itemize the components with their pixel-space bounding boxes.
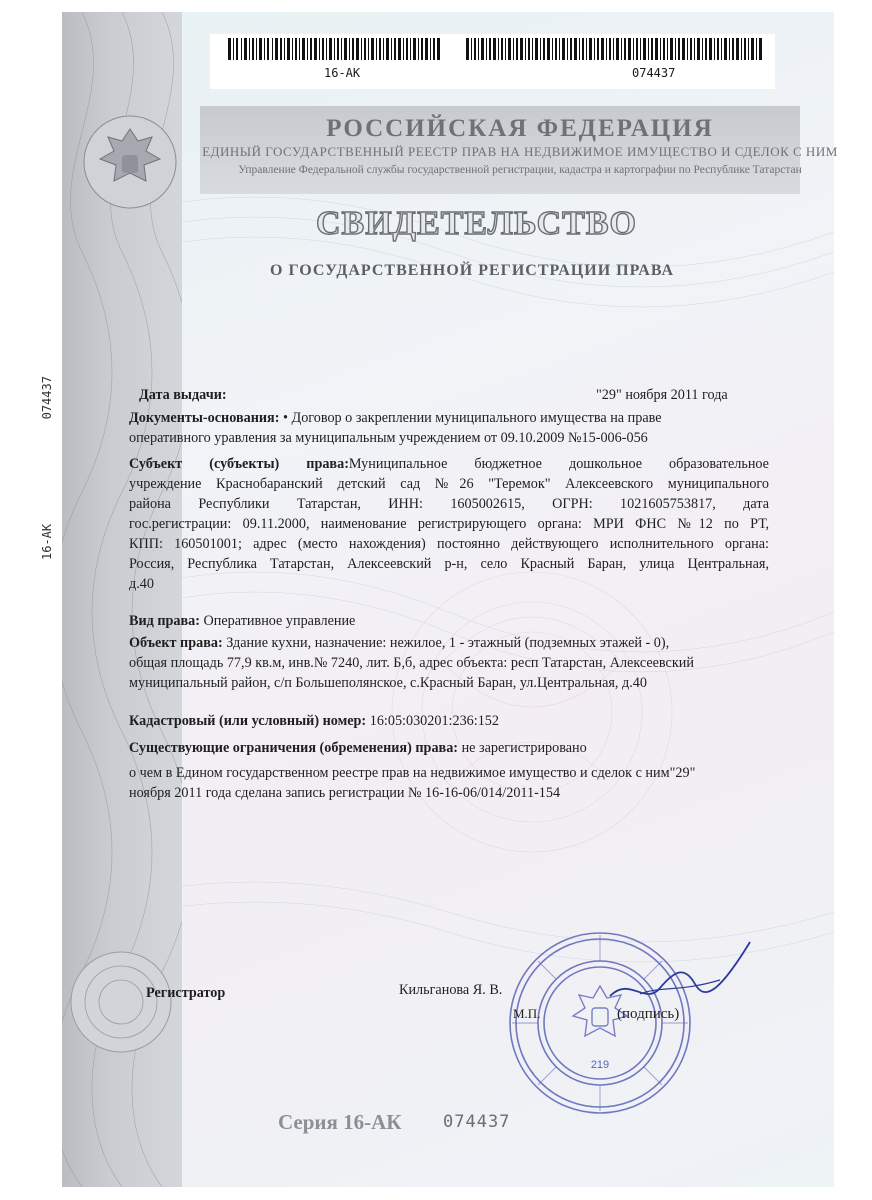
right-type: [129, 611, 355, 631]
seal-mark: М.П.: [513, 1006, 541, 1021]
right-label: Вид права:: [129, 613, 200, 629]
registration-record: [129, 763, 769, 803]
subject-line: района Республики Татарстан, ИНН: 1605002615, ОГРН: 1021605753817, дата: [129, 496, 769, 512]
restrictions-label: Существующие ограничения (обременения) права:: [129, 740, 459, 756]
country-title: РОССИЙСКАЯ ФЕДЕРАЦИЯ: [326, 115, 714, 142]
barcode-strip: [210, 34, 775, 89]
cadastral-label: Кадастровый (или условный) номер:: [129, 713, 367, 729]
record-line: о чем в Едином государственном реестре прав на недвижимое имущество и сделок с ним"29": [129, 765, 696, 781]
subject-line: учреждение Краснобаранский детский сад №26 "Теремок" Алексеевского муниципального: [129, 476, 769, 492]
subject-label: Субъект (субъекты) права:: [129, 456, 349, 472]
object-line: муниципальный район, с/п Большеполянское, с.Красный Баран, ул.Центральная, д.40: [129, 675, 647, 691]
subject-line: Россия, Республика Татарстан, Алексеевский р-н, село Красный Баран, улица Центральная,: [129, 556, 769, 572]
basis-label: Документы-основания:: [129, 410, 280, 426]
record-line: ноября 2011 года сделана запись регистрации № 16-16-06/014/2011-154: [129, 785, 561, 801]
side-serial: [40, 376, 54, 560]
footer-number: 074437: [443, 1112, 511, 1132]
object-line: Здание кухни, назначение: нежилое, 1 - этажный (подземных этажей - 0),: [226, 635, 670, 651]
coat-of-arms-icon: [80, 107, 180, 217]
basis-line: • Договор о закреплении муниципального имущества на праве: [279, 410, 662, 426]
right-barcode-icon: [466, 38, 766, 60]
certificate-title: СВИДЕТЕЛЬСТВО: [316, 205, 637, 242]
footer-series: Серия 16-АК: [278, 1110, 402, 1134]
cadastral-number: [129, 711, 499, 731]
cadastral-value: 16:05:030201:236:152: [369, 713, 499, 729]
object-block: [129, 633, 769, 693]
signature-label: (подпись): [617, 1006, 680, 1022]
subject-block: [129, 454, 769, 594]
registrar-role: Регистратор: [146, 985, 226, 1001]
side-serial-code: 16-АК: [40, 523, 54, 560]
registrar-name: Кильганова Я. В.: [399, 982, 503, 998]
seal-number: 219: [590, 1059, 610, 1071]
registry-title: ЕДИНЫЙ ГОСУДАРСТВЕННЫЙ РЕЕСТР ПРАВ НА НЕДВИЖИМОЕ ИМУЩЕСТВО И СДЕЛОК С НИМ: [202, 144, 838, 159]
side-serial-number: 074437: [40, 376, 54, 420]
object-label: Объект права:: [129, 635, 223, 651]
certificate-subtitle: О ГОСУДАРСТВЕННОЙ РЕГИСТРАЦИИ ПРАВА: [270, 262, 675, 279]
object-line: общая площадь 77,9 кв.м, инв.№ 7240, лит. Б,б, адрес объекта: респ Татарстан, Алексеевский: [129, 655, 694, 671]
issue-date-label: Дата выдачи:: [139, 387, 227, 403]
barcode-series-code: 16-АК: [324, 66, 361, 80]
left-barcode-icon: [228, 38, 443, 60]
subject-line: гос.регистрации: 09.11.2000, наименование регистрирующего органа: МРИ ФНС №12 по РТ,: [129, 516, 769, 532]
issue-date-value: "29" ноября 2011 года: [596, 387, 728, 403]
restrictions: [129, 738, 587, 758]
subject-line: д.40: [129, 576, 154, 592]
barcode-number: 074437: [632, 66, 676, 80]
basis-line: оперативного уравления за муниципальным учреждением от 09.10.2009 №15-006-056: [129, 430, 648, 446]
right-value: Оперативное управление: [203, 613, 356, 629]
subject-line: Муниципальное бюджетное дошкольное образовательное: [348, 456, 769, 472]
subject-line: КПП: 160501001; адрес (место нахождения) постоянно действующего исполнительного органа:: [129, 536, 769, 552]
agency-title: Управление Федеральной службы государственной регистрации, кадастра и картографии по Республике Татарстан: [238, 164, 802, 176]
basis-documents: [129, 408, 769, 448]
restrictions-value: не зарегистрировано: [461, 740, 587, 756]
